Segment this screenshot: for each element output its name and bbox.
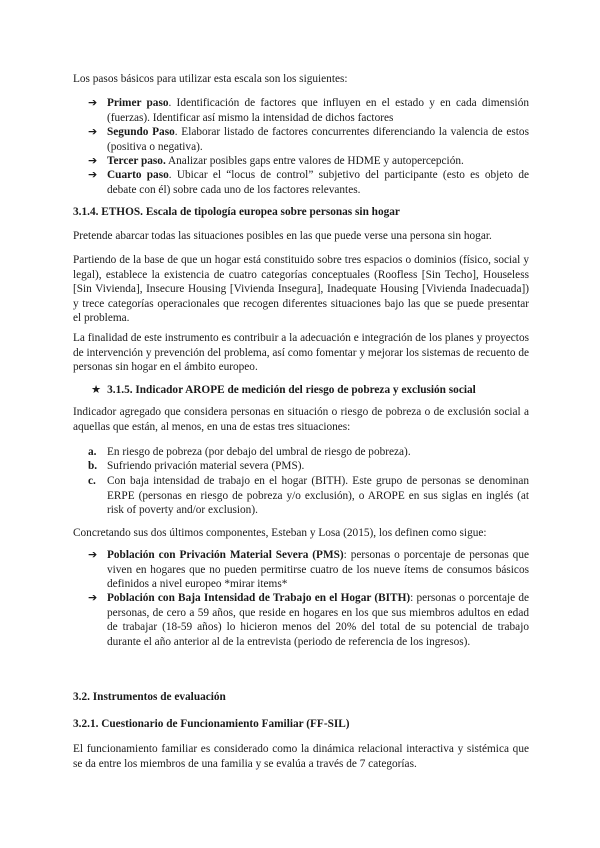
ethos-paragraph-2: Partiendo de la base de que un hogar está constituido sobre tres espacios o dominios (físico, social y legal), establece la existencia de cuatro categorías conceptuales (Roofless [Sin Techo], Houseless [Sin Vivienda], Insecure Housing [Vivienda Insegura], Inadequate Housing [Vivienda Inadecuada]) y trece categorías operacionales que recogen diferentes situaciones bajo las que se puede presentar el problema.: [73, 254, 529, 325]
paso-label: Segundo Paso: [107, 126, 175, 138]
arope-item-b: [88, 459, 529, 474]
def-text: : personas o porcentaje de personas, de cero a 59 años, que reside en hogares en los que sus miembros adultos en edad de trabajar (18-59 años) lo hicieron menos del 20% del total de su potencial de trabajo durante el año anterior al de la entrevista (periodo de referencia de los ingresos).: [107, 592, 529, 648]
arope-heading: [91, 383, 531, 398]
ethos-paragraph-1: Pretende abarcar todas las situaciones posibles en las que puede verse una persona sin hogar.: [73, 230, 492, 242]
ffsil-paragraph: El funcionamiento familiar es considerado como la dinámica relacional interactiva y sistémica que se da entre los miembros de una familia y se evalúa a través de 7 categorías.: [73, 743, 529, 770]
paso-label: Primer paso: [107, 97, 169, 109]
ethos-heading: 3.1.4. ETHOS. Escala de tipología europea sobre personas sin hogar: [73, 206, 400, 218]
arope-paragraph-2: Concretando sus dos últimos componentes, Esteban y Losa (2015), los definen como sigue:: [73, 527, 487, 539]
paso-item-4: [88, 168, 529, 197]
arrow-bullet-icon: ➔: [88, 125, 98, 138]
paso-text: . Ubicar el “locus de control” subjetivo del participante (esto es objeto de debate con él) sobre cada uno de los factores relevantes.: [107, 169, 529, 196]
arrow-bullet-icon: ➔: [88, 591, 98, 604]
paso-item-1: [88, 96, 529, 125]
item-letter: a.: [88, 446, 97, 458]
def-label: Población con Privación Material Severa (PMS): [107, 549, 344, 561]
arrow-bullet-icon: ➔: [88, 168, 98, 181]
arrow-bullet-icon: ➔: [88, 96, 98, 109]
arope-item-c: [88, 474, 529, 518]
item-text: Con baja intensidad de trabajo en el hogar (BITH). Este grupo de personas se denominan ERPE (personas en riesgo de pobreza y/o exclusión), o AROPE en sus siglas en inglés (at risk of poverty and/or exclusion).: [107, 475, 529, 517]
arope-def-pms: [88, 548, 529, 592]
item-letter: c.: [88, 475, 96, 487]
instrumentos-heading: 3.2. Instrumentos de evaluación: [73, 691, 226, 703]
item-text: En riesgo de pobreza (por debajo del umbral de riesgo de pobreza).: [107, 446, 411, 458]
def-label: Población con Baja Intensidad de Trabajo en el Hogar (BITH): [107, 592, 411, 604]
paso-text: Analizar posibles gaps entre valores de HDME y autopercepción.: [165, 155, 464, 167]
item-text: Sufriendo privación material severa (PMS).: [107, 460, 305, 472]
paso-text: . Elaborar listado de factores concurrentes diferenciando la valencia de estos (positiva o negativa).: [107, 126, 529, 153]
paso-item-3: [88, 154, 529, 169]
item-letter: b.: [88, 460, 98, 472]
paso-text: . Identificación de factores que influyen en el estado y en cada dimensión (fuerzas). Identificar así mismo la intensidad de dichos factores: [107, 97, 529, 124]
def-text: : personas o porcentaje de personas que viven en hogares que no pueden permitirse cuatro de los nueve ítems de consumos básicos definidos a nivel europeo *mirar items*: [107, 549, 529, 591]
paso-label: Tercer paso.: [107, 155, 166, 167]
star-bullet-icon: ★: [91, 383, 102, 396]
arope-def-bith: [88, 591, 529, 649]
ethos-paragraph-3: La finalidad de este instrumento es contribuir a la adecuación e integración de los planes y proyectos de intervención y prevención del problema, así como fomentar y mejorar los sistemas de recuento de personas sin hogar en el ámbito europeo.: [73, 332, 529, 374]
paso-item-2: [88, 125, 529, 154]
arope-heading-text: 3.1.5. Indicador AROPE de medición del riesgo de pobreza y exclusión social: [107, 384, 476, 396]
arope-paragraph-1: Indicador agregado que considera personas en situación o riesgo de pobreza o de exclusión social a aquellas que están, al menos, en una de estas tres situaciones:: [73, 406, 529, 433]
ffsil-heading: 3.2.1. Cuestionario de Funcionamiento Familiar (FF-SIL): [73, 718, 350, 730]
arrow-bullet-icon: ➔: [88, 548, 98, 561]
arrow-bullet-icon: ➔: [88, 154, 98, 167]
intro-paragraph: Los pasos básicos para utilizar esta escala son los siguientes:: [73, 73, 348, 85]
arope-item-a: [88, 445, 529, 460]
paso-label: Cuarto paso: [107, 169, 169, 181]
